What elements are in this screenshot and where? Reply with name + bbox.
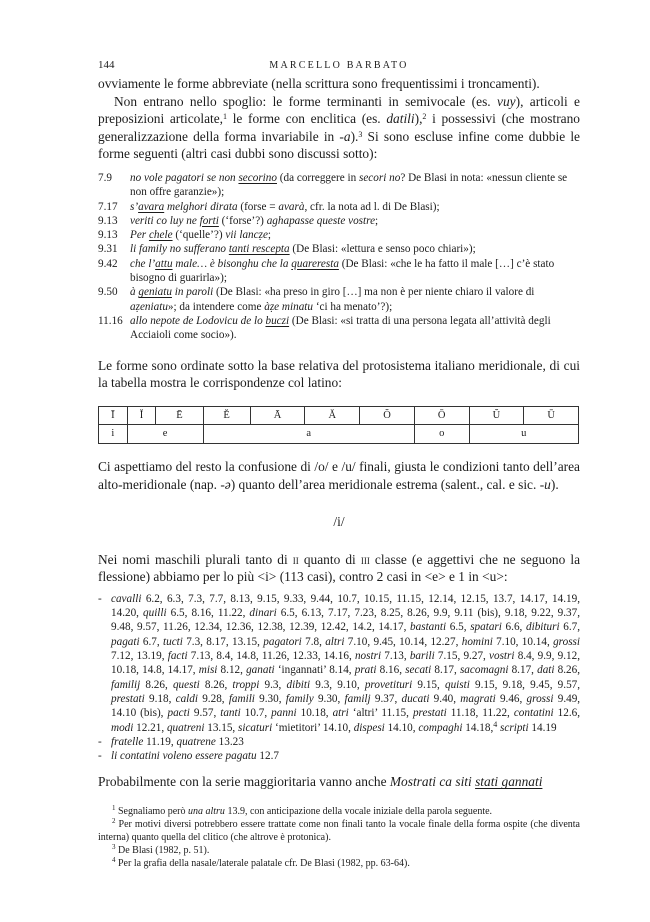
- text-run: 7.10, 9.45, 10.14, 12.27,: [344, 635, 462, 648]
- text-run: 12.7: [256, 750, 279, 763]
- underlined-form: geniatu: [138, 286, 172, 299]
- text-run: 9.28,: [197, 692, 229, 705]
- text-run: 9.3,: [259, 678, 287, 691]
- example-number: 7.9: [98, 171, 112, 184]
- text-run-italic: sicaturi: [238, 721, 273, 734]
- text-run: Non entrano nello spoglio: le forme terminanti in semivocale (es.: [114, 93, 498, 109]
- example-item: [98, 214, 580, 228]
- text-run-italic: nostri: [354, 650, 382, 663]
- text-run: 9.3, 9.10,: [310, 678, 365, 691]
- text-run-italic: -ə: [220, 476, 231, 492]
- text-run-italic: dinari: [249, 607, 277, 620]
- text-run: 9.15, 9.18, 9.45, 9.57,: [469, 678, 581, 691]
- text-run-italic: altri: [325, 635, 345, 648]
- text-run: 13.15,: [204, 721, 238, 734]
- text-run: 6.6,: [501, 621, 526, 634]
- text-run: 9.46,: [495, 692, 527, 705]
- text-run: 9.18,: [144, 692, 176, 705]
- text-run: Per motivi diversi potrebbero essere trattate come non finali tanto la vocale finale della forma ospite (che diventa interna) quanto quella del clitico (che altrove è protonica).: [98, 819, 580, 843]
- page-number: 144: [98, 59, 115, 71]
- text-run: 9.15,: [412, 678, 445, 691]
- main-text: [98, 75, 580, 791]
- footnote-number: 2: [112, 817, 116, 825]
- underlined-form: secorino: [238, 171, 277, 184]
- underlined-form: attu: [155, 257, 173, 270]
- text-run-italic: quilli: [143, 607, 167, 620]
- section-heading: /i/: [333, 514, 345, 530]
- vowel-correspondence-table: [98, 406, 579, 444]
- running-header: [98, 59, 580, 75]
- text-run: ) quanto dell’area meridionale estrema (salent., cal. e sic.: [230, 476, 540, 492]
- example-number: 9.42: [98, 257, 118, 270]
- text-run: 7.15, 9.27,: [434, 650, 490, 663]
- text-run-italic: Per: [130, 229, 149, 242]
- text-run-italic: [138, 201, 164, 213]
- footnote-ref[interactable]: 4: [493, 719, 498, 729]
- text-run-italic: dibituri: [526, 621, 560, 634]
- text-run-italic: familj: [344, 692, 371, 705]
- text-run: , cfr. la nota ad l. di De Blasi);: [304, 200, 440, 213]
- footnote-ref[interactable]: 1: [223, 112, 228, 122]
- example-text: [130, 214, 580, 228]
- text-run-italic: secati: [405, 664, 432, 677]
- example-text: [130, 285, 580, 314]
- text-run: ‘ci ha menato’?);: [313, 300, 393, 313]
- footnote-number: 1: [112, 804, 116, 812]
- footnote-number: 3: [112, 843, 116, 851]
- text-run-italic: vostri: [489, 650, 515, 663]
- text-run: 8.4, 9.9, 9.12, 10.18, 14.8, 14.17,: [111, 650, 580, 677]
- text-run: ? De Blasi in nota: «nessun cliente se non offre garanzie»);: [130, 171, 568, 199]
- text-run-italic: li family no sufferano: [130, 243, 229, 256]
- text-run: 7.13, 8.4, 14.8, 11.26, 12.33, 14.16,: [187, 650, 355, 663]
- example-text: [130, 242, 580, 256]
- text-run: 6.5,: [446, 621, 471, 634]
- text-run-italic: li contatini voleno essere pagatu: [111, 750, 257, 763]
- text-run-italic: familij: [111, 678, 141, 691]
- text-run: 9.30,: [254, 692, 286, 705]
- form-list: [98, 592, 580, 764]
- proto-vowel-cell: a: [203, 425, 414, 444]
- text-run: classe (e aggettivi che ne seguono la flessione) abbiamo per lo più <i> (113 casi), contro 2 casi in <e> e 1 in <u>:: [98, 551, 581, 585]
- text-run: 6.7,: [139, 635, 163, 648]
- text-run-italic: prati: [354, 664, 377, 677]
- text-run: (De Blasi: «che le ha fatto il male […] c’è stato bisogno di guarirla»);: [130, 257, 555, 285]
- text-run: 7.3, 8.17, 13.15,: [182, 635, 264, 648]
- text-run-italic: prestati: [111, 692, 145, 705]
- text-run: 6.2, 6.3, 7.3, 7.7, 8.13, 9.15, 9.33, 9.44, 10.7, 10.15, 11.15, 12.14, 12.15, 13.7, 14.17, 14.19, 14.20,: [111, 592, 580, 620]
- example-item: [98, 200, 580, 214]
- footnote-ref[interactable]: 3: [358, 129, 363, 139]
- example-number: 9.13: [98, 229, 118, 242]
- text-run-italic: famili: [228, 692, 255, 705]
- text-run-italic: [200, 215, 219, 227]
- text-run: De Blasi (1982, p. 51).: [118, 845, 210, 856]
- text-run-italic: vii lancẓe: [225, 229, 268, 242]
- text-run-italic: [229, 243, 290, 255]
- text-run-italic: scripti: [500, 721, 529, 734]
- text-run-italic: àẓe minatu: [264, 300, 314, 313]
- text-run: 12.21,: [133, 721, 167, 734]
- text-run-italic: vuy: [497, 93, 516, 109]
- text-run-italic: male… è bisonghu che la: [172, 257, 292, 270]
- text-run-italic: -u: [539, 476, 551, 492]
- proto-vowel-cell: o: [414, 425, 469, 444]
- text-run-italic: allo nepote de Lodovicu de lo: [130, 314, 266, 327]
- proto-vowel-cell: e: [127, 425, 203, 444]
- text-run: 11.19,: [143, 735, 177, 748]
- text-run-italic: aghapasse queste vostre: [266, 214, 376, 227]
- roman-numeral: ii: [292, 551, 299, 567]
- text-run: Nei nomi maschili plurali tanto di: [98, 551, 293, 567]
- text-run: ).: [350, 128, 359, 144]
- text-run: ).: [550, 476, 559, 492]
- example-number: 9.13: [98, 214, 118, 227]
- text-run-italic: magrati: [460, 692, 496, 705]
- latin-vowel-cell: Ă: [305, 406, 360, 425]
- text-run: 6.5, 6.13, 7.17, 7.23, 8.25, 8.26, 9.9, 9.11 (bis), 9.18, 9.22, 9.37, 9.48, 9.57, 11.26, 12.34, 12.36, 12.38, 12.39, 12.42, 14.2, 14.17,: [111, 607, 581, 634]
- example-number: 9.31: [98, 243, 118, 256]
- paragraph-6: [98, 773, 580, 791]
- footnote: [98, 857, 580, 870]
- paragraph-1: ovviamente le forme abbreviate (nella scrittura sono frequentissimi i troncamenti).: [98, 76, 540, 91]
- text-run: 13.9, con anticipazione della vocale iniziale della parola seguente.: [224, 806, 493, 817]
- text-run: 9.57,: [189, 707, 221, 720]
- text-run-italic: misi: [198, 664, 218, 677]
- text-run: 9.30,: [313, 692, 345, 705]
- underlined-form: tanti rescepta: [228, 243, 290, 256]
- text-run-italic: troppi: [232, 678, 260, 691]
- text-run-italic: [155, 258, 172, 270]
- text-run-italic: à: [130, 286, 139, 299]
- text-run: (‘quelle’?): [172, 229, 226, 242]
- text-run-italic: pagatori: [263, 635, 302, 648]
- paragraph-4: [98, 458, 580, 493]
- text-run: »; da intendere come: [167, 300, 265, 313]
- text-run: 8.26,: [554, 664, 581, 677]
- text-run: 14.10,: [384, 721, 419, 734]
- example-number: 7.17: [98, 200, 118, 213]
- latin-vowel-cell: Ō: [414, 406, 469, 425]
- text-run: Ci aspettiamo del resto la confusione di /o/ e /u/ finali, giusta le condizioni tanto dell’area alto-meridionale (nap.: [98, 458, 580, 492]
- text-run-italic: dibiti: [286, 678, 311, 691]
- text-run: 7.8,: [301, 635, 326, 648]
- text-run: 9.37,: [370, 692, 402, 705]
- form-list-text: [111, 735, 580, 749]
- text-run: 8.12,: [217, 664, 247, 677]
- text-run: 8.26,: [140, 678, 173, 691]
- text-run-italic: atri: [332, 707, 349, 720]
- example-text: [130, 171, 580, 200]
- example-text: [130, 228, 580, 242]
- text-run: ‘mietitori’ 14.10,: [272, 721, 354, 734]
- underlined-form: chele: [148, 229, 173, 242]
- example-item: [98, 242, 580, 256]
- text-run: 6.7,: [559, 621, 581, 634]
- text-run-italic: -a: [339, 128, 351, 144]
- text-run: (De Blasi: «lettura e senso poco chiari»);: [289, 243, 476, 256]
- latin-vowel-cell: Ŏ: [360, 406, 415, 425]
- text-run-italic: fratelle: [111, 735, 144, 748]
- latin-vowels-row: [99, 406, 579, 425]
- text-run: 9.49, 14.10 (bis),: [111, 692, 581, 720]
- text-run-italic: tucti: [163, 635, 183, 648]
- text-run: ;: [375, 214, 379, 227]
- form-list-item: [98, 592, 580, 735]
- proto-vowel-cell: u: [469, 425, 578, 444]
- text-run-italic: caldi: [175, 692, 198, 705]
- latin-vowel-cell: Ĭ: [127, 406, 156, 425]
- text-run-italic: homini: [461, 635, 493, 648]
- latin-vowel-cell: Ī: [99, 406, 128, 425]
- text-run-italic: una altru: [187, 806, 225, 817]
- text-run-italic: quatrene: [176, 735, 216, 748]
- text-run-italic: [149, 229, 173, 241]
- text-run-italic: pacti: [167, 707, 190, 720]
- text-run: Per la grafia della nasale/laterale palatale cfr. De Blasi (1982, pp. 63-64).: [118, 858, 410, 869]
- text-run-italic: prestati: [412, 707, 447, 720]
- text-run-italic: [238, 172, 277, 184]
- text-run-italic: aẓeniatu: [130, 300, 168, 313]
- text-run-italic: secori no: [358, 171, 401, 184]
- text-run: 13.23: [215, 735, 244, 748]
- running-author: MARCELLO BARBATO: [269, 60, 409, 71]
- text-run: le forme con enclitica (es.: [227, 111, 387, 127]
- text-run-italic: grossi: [553, 635, 581, 648]
- list-dash: -: [98, 735, 102, 748]
- text-run: 7.13,: [381, 650, 410, 663]
- text-run-italic: modi: [111, 721, 134, 734]
- text-run: (De Blasi: «ha preso in giro […] ma non è per niente chiaro il valore di: [213, 286, 535, 299]
- form-list-text: [111, 592, 580, 735]
- text-run-italic: grossi: [526, 692, 554, 705]
- text-run-italic: Mostrati ca siti: [389, 774, 476, 790]
- text-run-italic: provetituri: [364, 678, 413, 691]
- text-run-italic: spatari: [470, 621, 502, 634]
- text-run-italic: no vole pagatori se non: [130, 171, 239, 184]
- text-run-italic: panni: [271, 707, 297, 720]
- text-run-italic: ducati: [401, 692, 430, 705]
- underlined-form: avara: [138, 200, 165, 213]
- text-run-italic: s’: [130, 200, 139, 213]
- text-run-italic: [265, 315, 289, 327]
- text-run: 7.12, 13.19,: [111, 650, 168, 663]
- text-run: Probabilmente con la serie maggioritaria vanno anche: [98, 774, 390, 790]
- text-run-italic: family: [285, 692, 314, 705]
- footnote-ref[interactable]: 2: [422, 112, 427, 122]
- latin-vowel-cell: Ĕ: [203, 406, 250, 425]
- paragraph-2: [98, 93, 580, 163]
- text-run: (forse =: [237, 200, 279, 213]
- text-run: ), articoli e preposizioni articolate,: [98, 93, 580, 127]
- text-run-italic: facti: [167, 650, 188, 663]
- footnote-number: 4: [112, 856, 116, 864]
- text-run-italic: [138, 286, 172, 298]
- text-run: 14.19: [528, 721, 557, 734]
- text-run: 8.26,: [199, 678, 233, 691]
- underlined-form: buczi: [265, 314, 290, 327]
- text-run-italic: quatreni: [166, 721, 205, 734]
- text-run-italic: sacomagni: [459, 664, 509, 677]
- text-run-italic: avarà: [278, 200, 305, 213]
- text-run: 7.10, 10.14,: [492, 635, 554, 648]
- text-run-italic: contatini: [513, 707, 554, 720]
- text-run: 9.40,: [429, 692, 461, 705]
- example-item: [98, 171, 580, 200]
- latin-vowel-cell: Ē: [156, 406, 203, 425]
- form-list-item: [98, 749, 580, 763]
- text-run: ;: [267, 229, 272, 242]
- text-run: quanto di: [298, 551, 361, 567]
- text-run: (‘forse’?): [218, 214, 267, 227]
- roman-numeral: iii: [360, 551, 370, 567]
- text-run-italic: compaghi: [418, 721, 463, 734]
- footnotes: [98, 805, 580, 870]
- text-run: 10.7,: [240, 707, 272, 720]
- latin-vowel-cell: Ā: [250, 406, 305, 425]
- paragraph-3: Le forme sono ordinate sotto la base relativa del protosistema italiano meridionale, di cui la tabella mostra le corrispondenze col latino:: [98, 357, 580, 391]
- list-dash: -: [98, 592, 102, 605]
- latin-vowel-cell: Ŭ: [469, 406, 524, 425]
- text-run-italic: barili: [409, 650, 435, 663]
- form-list-text: [111, 749, 580, 763]
- text-run: Segnaliamo però: [118, 806, 188, 817]
- text-run: i possessivi (che mostrano generalizzazione della forma invariabile in: [98, 111, 581, 144]
- example-list: [98, 171, 580, 343]
- example-item: [98, 228, 580, 242]
- text-run-italic-underlined: stati gannati: [475, 774, 543, 790]
- text-run: 11.18, 11.22,: [446, 707, 514, 720]
- text-run-italic: in paroli: [171, 286, 214, 299]
- text-run: 10.18,: [296, 707, 333, 720]
- text-run-italic: che l’: [130, 257, 156, 270]
- text-run-italic: tanti: [220, 707, 241, 720]
- proto-vowels-row: [99, 425, 579, 444]
- text-run-italic: veriti co luy ne: [130, 214, 200, 227]
- example-number: 11.16: [98, 314, 123, 327]
- text-run-italic: quisti: [444, 678, 470, 691]
- footnote: [98, 844, 580, 857]
- example-item: [98, 257, 580, 286]
- text-run-italic: cavalli: [111, 592, 142, 605]
- text-run: 8.17,: [431, 664, 460, 677]
- text-run-italic: datili: [386, 111, 415, 127]
- text-run: 14.18,: [462, 721, 494, 734]
- text-run: (da correggere in: [276, 171, 359, 184]
- text-run-italic: bastanti: [410, 621, 447, 634]
- example-number: 9.50: [98, 286, 118, 299]
- text-run-italic: questi: [172, 678, 200, 691]
- latin-vowel-cell: Ū: [524, 406, 579, 425]
- text-run: ‘altri’ 11.15,: [348, 707, 413, 720]
- text-run: 6.5, 8.16, 11.22,: [166, 607, 250, 620]
- text-run-italic: dispesi: [353, 721, 385, 734]
- text-run: 12.6,: [553, 707, 580, 720]
- underlined-form: quareresta: [291, 257, 339, 270]
- text-run-italic: dati: [537, 664, 555, 677]
- footnote: [98, 805, 580, 818]
- example-text: [130, 314, 580, 343]
- list-dash: -: [98, 750, 102, 763]
- text-run: 8.16,: [376, 664, 406, 677]
- text-run-italic: melghori dirata: [164, 200, 238, 213]
- underlined-form: forti: [199, 214, 219, 227]
- text-run: (De Blasi: «si tratta di una persona legata all’attività degli Acciaioli come socio»).: [130, 314, 551, 342]
- footnote: [98, 818, 580, 844]
- example-item: [98, 314, 580, 343]
- example-text: [130, 200, 580, 214]
- proto-vowel-cell: i: [99, 425, 128, 444]
- text-run-italic: ganati: [246, 664, 275, 677]
- form-list-item: [98, 735, 580, 749]
- text-run: Si sono escluse infine come dubbie le forme seguenti (altri casi dubbi sono discussi sotto):: [98, 128, 580, 162]
- text-run: ),: [414, 111, 423, 127]
- example-item: [98, 285, 580, 314]
- paragraph-5: [98, 551, 580, 586]
- text-run-italic: pagati: [111, 635, 140, 648]
- text-run: 8.17,: [508, 664, 538, 677]
- text-run: ‘ingannati’ 8.14,: [274, 664, 355, 677]
- text-run-italic: [291, 258, 339, 270]
- example-text: [130, 257, 580, 286]
